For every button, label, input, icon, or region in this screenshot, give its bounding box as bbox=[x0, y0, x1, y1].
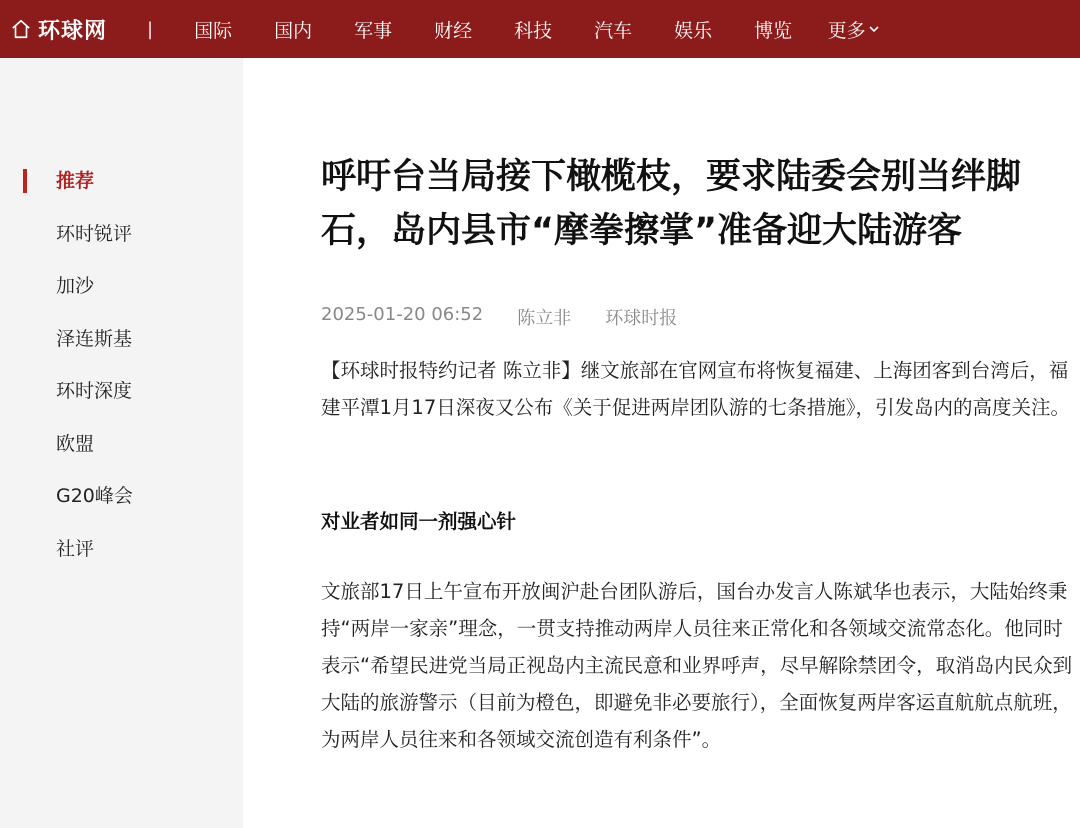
sidebar-item-g20[interactable] bbox=[0, 475, 243, 528]
sidebar-item-recommend[interactable] bbox=[0, 160, 243, 213]
article-meta bbox=[321, 304, 711, 330]
article-subheading: 对业者如同一剂强心针 bbox=[321, 510, 517, 533]
nav-item-intl[interactable]: 国际 bbox=[194, 19, 233, 42]
top-nav-bar bbox=[0, 0, 1080, 58]
channel-sidebar bbox=[0, 58, 243, 828]
nav-item-entertainment[interactable]: 娱乐 bbox=[674, 19, 713, 42]
nav-item-domestic[interactable]: 国内 bbox=[274, 19, 313, 42]
sidebar-item-eu[interactable] bbox=[0, 423, 243, 476]
channel-list bbox=[0, 160, 243, 580]
more-label: 更多 bbox=[827, 19, 866, 42]
sidebar-item-label: 欧盟 bbox=[56, 432, 95, 455]
main-nav bbox=[173, 0, 893, 58]
sidebar-item-label: 推荐 bbox=[56, 170, 95, 192]
publish-datetime: 2025-01-20 06:52 bbox=[321, 304, 484, 325]
sidebar-item-gaza[interactable] bbox=[0, 265, 243, 318]
nav-item-expo[interactable]: 博览 bbox=[754, 19, 793, 42]
sidebar-item-label: G20峰会 bbox=[56, 485, 133, 507]
site-logo[interactable] bbox=[10, 0, 107, 58]
nav-item-tech[interactable]: 科技 bbox=[514, 19, 553, 42]
sidebar-item-label: 环时锐评 bbox=[56, 222, 133, 245]
sidebar-item-label: 加沙 bbox=[56, 275, 95, 297]
source-name[interactable]: 环球时报 bbox=[605, 308, 678, 329]
sidebar-item-label: 泽连斯基 bbox=[56, 327, 133, 350]
home-icon[interactable] bbox=[10, 18, 32, 40]
author-name[interactable]: 陈立非 bbox=[517, 308, 572, 329]
nav-item-auto[interactable]: 汽车 bbox=[594, 19, 633, 42]
logo-text: 环球网 bbox=[38, 18, 108, 44]
sidebar-item-label: 环时深度 bbox=[56, 380, 133, 402]
sidebar-item-commentary[interactable] bbox=[0, 213, 243, 266]
sidebar-item-label: 社评 bbox=[56, 537, 95, 560]
nav-divider: | bbox=[147, 18, 154, 40]
article-paragraph: 文旅部17日上午宣布开放闽沪赴台团队游后，国台办发言人陈斌华也表示，大陆始终秉持“两岸一家亲”理念，一贯支持推动两岸人员往来正常化和各领域交流常态化。他同时表示“希望民进党当局正视岛内主流民意和业界呼声，尽早解除禁团令，取消岛内民众到大陆的旅游警示（目前为橙色，即避免非必要旅行），全面恢复两岸客运直航航点航班，为两岸人员往来和各领域交流创造有利条件”。 bbox=[321, 580, 1073, 751]
sidebar-item-editorial[interactable] bbox=[0, 528, 243, 581]
active-indicator bbox=[23, 169, 27, 193]
sidebar-item-in-depth[interactable] bbox=[0, 370, 243, 423]
nav-item-finance[interactable]: 财经 bbox=[434, 19, 473, 42]
chevron-down-icon bbox=[869, 24, 879, 34]
nav-item-military[interactable]: 军事 bbox=[354, 19, 393, 42]
article-title: 呼吁台当局接下橄榄枝，要求陆委会别当绊脚石，岛内县市“摩拳擦掌”准备迎大陆游客 bbox=[321, 157, 1022, 251]
article-paragraph: 【环球时报特约记者 陈立非】继文旅部在官网宣布将恢复福建、上海团客到台湾后，福建平潭1月17日深夜又公布《关于促进两岸团队游的七条措施》，引发岛内的高度关注。 bbox=[321, 359, 1070, 419]
sidebar-item-zelensky[interactable] bbox=[0, 318, 243, 371]
nav-item-more[interactable] bbox=[813, 16, 893, 43]
